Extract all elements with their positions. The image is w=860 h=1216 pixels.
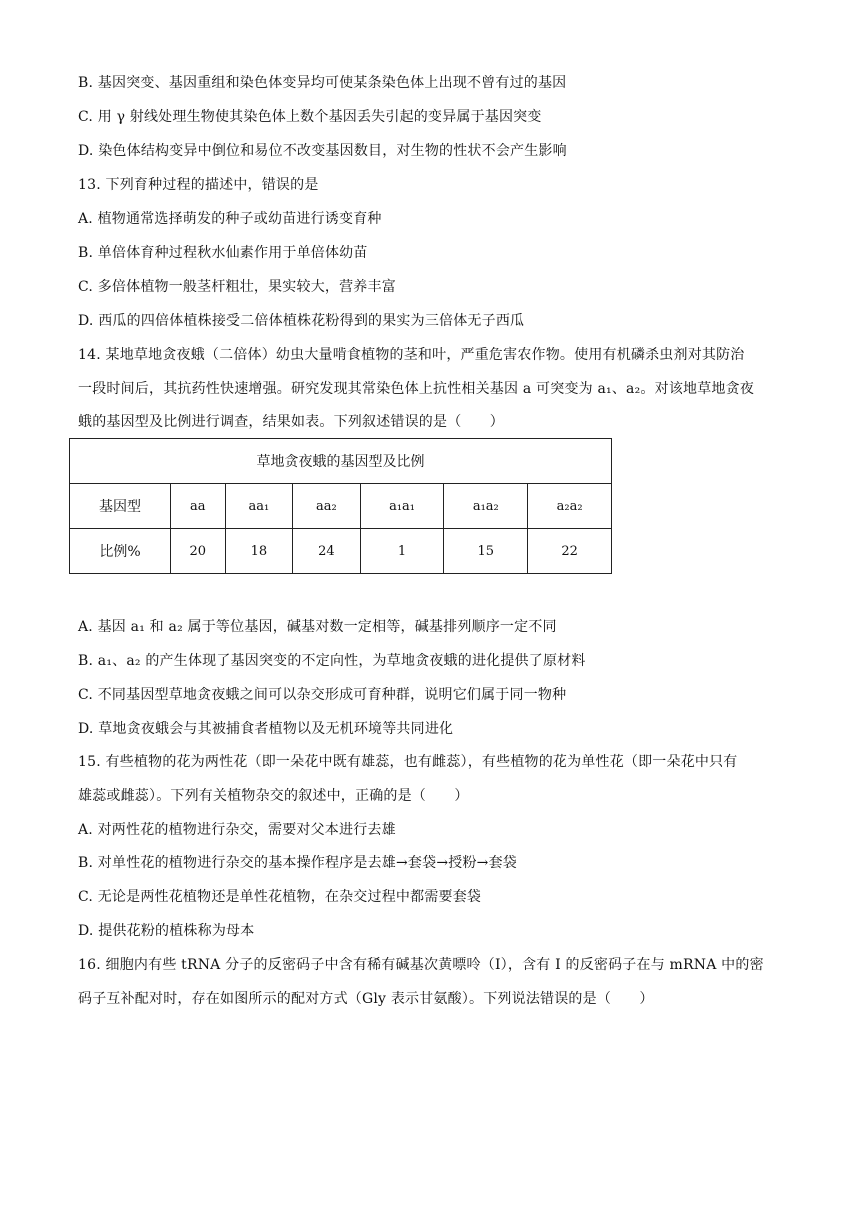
- option-13c: C. 多倍体植物一般茎杆粗壮，果实较大，营养丰富: [78, 279, 396, 295]
- table-header-label: 基因型: [70, 484, 171, 529]
- option-14a: A. 基因 a₁ 和 a₂ 属于等位基因，碱基对数一定相等，碱基排列顺序一定不同: [78, 619, 557, 635]
- question-14-stem-3: 蛾的基因型及比例进行调查，结果如表。下列叙述错误的是（ ）: [78, 414, 504, 430]
- option-12c: C. 用 γ 射线处理生物使其染色体上数个基因丢失引起的变异属于基因突变: [78, 109, 542, 125]
- table-cell: 18: [225, 529, 293, 574]
- table-cell: aa: [171, 484, 226, 529]
- question-16-stem-1: 16. 细胞内有些 tRNA 分子的反密码子中含有稀有碱基次黄嘌呤（I），含有 I 的反密码子在与 mRNA 中的密: [78, 957, 764, 973]
- question-15-stem-2: 雄蕊或雌蕊）。下列有关植物杂交的叙述中，正确的是（ ）: [78, 788, 469, 804]
- table-cell: aa₂: [293, 484, 361, 529]
- table-row-ratios: [70, 529, 612, 574]
- table-title: 草地贪夜蛾的基因型及比例: [70, 439, 612, 484]
- genotype-table: [69, 438, 612, 574]
- table-cell: 20: [171, 529, 226, 574]
- table-cell: a₁a₂: [444, 484, 528, 529]
- option-12d: D. 染色体结构变异中倒位和易位不改变基因数目，对生物的性状不会产生影响: [78, 143, 567, 159]
- option-15d: D. 提供花粉的植株称为母本: [78, 923, 255, 939]
- table-cell: 15: [444, 529, 528, 574]
- table-cell: a₂a₂: [528, 484, 612, 529]
- question-13-stem: 13. 下列育种过程的描述中，错误的是: [78, 177, 319, 193]
- option-15c: C. 无论是两性花植物还是单性花植物，在杂交过程中都需要套袋: [78, 889, 482, 905]
- question-14-stem-2: 一段时间后，其抗药性快速增强。研究发现其常染色体上抗性相关基因 a 可突变为 a₁、a₂。对该地草地贪夜: [78, 381, 755, 397]
- option-13b: B. 单倍体育种过程秋水仙素作用于单倍体幼苗: [78, 245, 368, 261]
- question-16-stem-2: 码子互补配对时，存在如图所示的配对方式（Gly 表示甘氨酸）。下列说法错误的是（ ）: [78, 991, 654, 1007]
- table-cell: 24: [293, 529, 361, 574]
- question-15-stem-1: 15. 有些植物的花为两性花（即一朵花中既有雄蕊，也有雌蕊），有些植物的花为单性花（即一朵花中只有: [78, 754, 738, 770]
- option-13a: A. 植物通常选择萌发的种子或幼苗进行诱变育种: [78, 211, 382, 227]
- table-ratio-label: 比例%: [70, 529, 171, 574]
- table-row-genotypes: [70, 484, 612, 529]
- table-cell: a₁a₁: [360, 484, 444, 529]
- option-15b: B. 对单性花的植物进行杂交的基本操作程序是去雄→套袋→授粉→套袋: [78, 855, 517, 871]
- table-cell: 1: [360, 529, 444, 574]
- table-cell: 22: [528, 529, 612, 574]
- option-12b: B. 基因突变、基因重组和染色体变异均可使某条染色体上出现不曾有过的基因: [78, 75, 567, 91]
- option-15a: A. 对两性花的植物进行杂交，需要对父本进行去雄: [78, 822, 396, 838]
- option-14d: D. 草地贪夜蛾会与其被捕食者植物以及无机环境等共同进化: [78, 721, 454, 737]
- option-14b: B. a₁、a₂ 的产生体现了基因突变的不定向性，为草地贪夜蛾的进化提供了原材料: [78, 653, 586, 669]
- table-cell: aa₁: [225, 484, 293, 529]
- option-14c: C. 不同基因型草地贪夜蛾之间可以杂交形成可育种群，说明它们属于同一物种: [78, 687, 567, 703]
- question-14-stem-1: 14. 某地草地贪夜蛾（二倍体）幼虫大量啃食植物的茎和叶，严重危害农作物。使用有机磷杀虫剂对其防治: [78, 347, 745, 363]
- option-13d: D. 西瓜的四倍体植株接受二倍体植株花粉得到的果实为三倍体无子西瓜: [78, 313, 525, 329]
